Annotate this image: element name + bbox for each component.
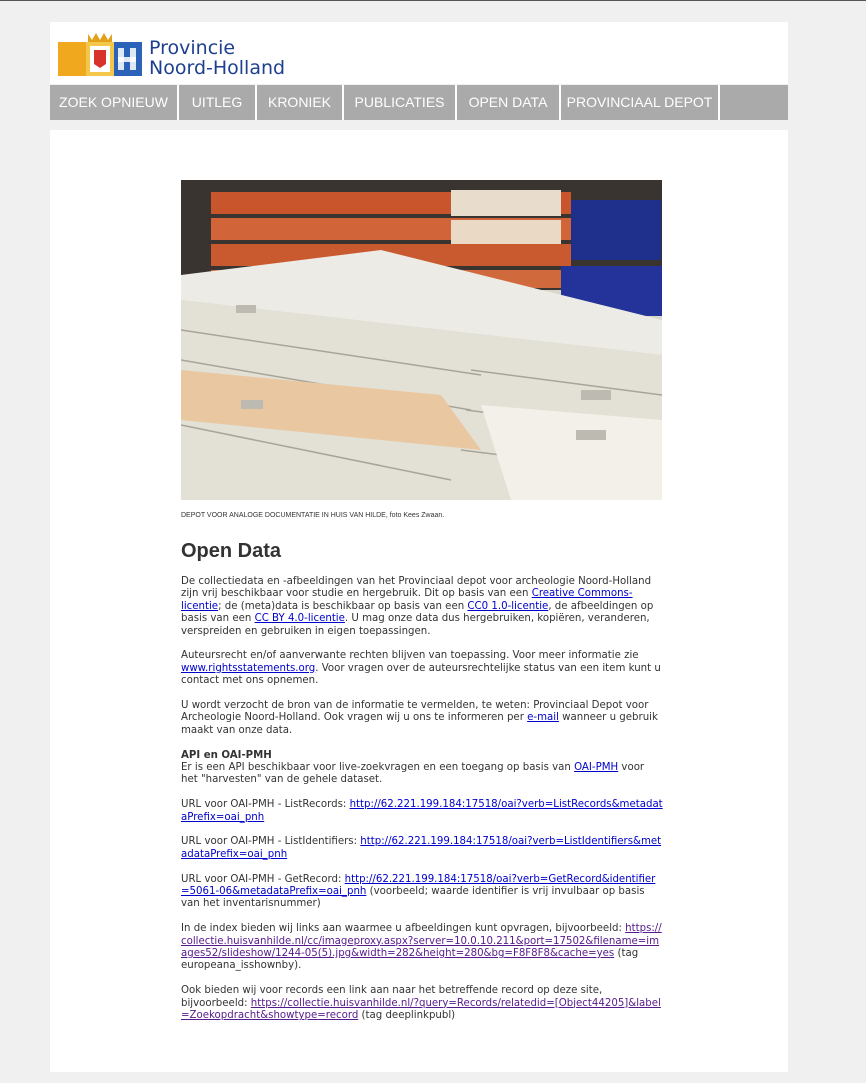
text: URL voor OAI-PMH - ListRecords:	[181, 799, 350, 811]
paragraph-record-links	[181, 985, 663, 1022]
creative-commons-link[interactable]: Creative Commons-licentie	[181, 588, 633, 612]
brand-line-1: Provincie	[149, 37, 236, 59]
brand-line-2: Noord-Holland	[149, 57, 286, 79]
text: . Voor vragen over de auteursrechtelijke status van een item kunt u contact met ons opnemen.	[181, 662, 661, 687]
listidentifiers-link[interactable]: http://62.221.199.184:17518/oai?verb=ListIdentifiers&metadataPrefix=oai_pnh	[181, 836, 662, 860]
text: (voorbeeld; waarde identifier is vrij invulbaar op basis van het inventarisnummer)	[181, 886, 645, 910]
brand-name[interactable]	[149, 38, 285, 78]
nav-provinciaal-depot[interactable]: PROVINCIAAL DEPOT	[561, 85, 720, 120]
paragraph-licensing	[181, 576, 663, 638]
text: De collectiedata en -afbeeldingen van het Provinciaal depot voor archeologie Noord-Holland zijn vrij beschikbaar voor studie en hergebruik. Dit op basis van een	[181, 576, 652, 600]
text: ; de (meta)data is beschikbaar op basis van een	[218, 600, 468, 612]
nav-zoek-opnieuw[interactable]: ZOEK OPNIEUW	[50, 85, 179, 120]
cc-by-link[interactable]: CC BY 4.0-licentie	[254, 613, 345, 625]
cc0-link[interactable]: CC0 1.0-licentie	[467, 600, 549, 612]
text: URL voor OAI-PMH - GetRecord:	[181, 873, 345, 885]
provincie-logo[interactable]	[58, 30, 142, 78]
text: URL voor OAI-PMH - ListIdentifiers:	[181, 836, 361, 848]
text: Er is een API beschikbaar voor live-zoekvragen en een toegang op basis van	[181, 762, 575, 774]
paragraph-listidentifiers	[181, 836, 663, 861]
nav-publicaties[interactable]: PUBLICATIES	[344, 85, 457, 120]
paragraph-api	[181, 750, 663, 787]
text: , de afbeeldingen op basis van een	[181, 600, 654, 625]
page-title: Open Data	[181, 540, 282, 562]
imageproxy-link[interactable]: https://collectie.huisvanhilde.nl/cc/imageproxy.aspx?server=10.0.10.211&port=17502&filename=images52/slideshow/1244-05(5).jpg&width=282&height=280&bg=F8F8F8&cache=yes	[181, 923, 662, 960]
text: In de index bieden wij links aan waarmee u afbeeldingen kunt opvragen, bijvoorbeeld:	[181, 923, 626, 935]
paragraph-copyright	[181, 650, 663, 687]
photo-caption: DEPOT VOOR ANALOGE DOCUMENTATIE IN HUIS VAN HILDE, foto Kees Zwaan.	[181, 512, 445, 519]
depot-photo	[181, 180, 662, 500]
nav-open-data[interactable]: OPEN DATA	[457, 85, 561, 120]
text: Auteursrecht en/of aanverwante rechten blijven van toepassing. Voor meer informatie zie	[181, 650, 639, 662]
nav-empty	[720, 85, 788, 120]
listrecords-link[interactable]: http://62.221.199.184:17518/oai?verb=ListRecords&metadataPrefix=oai_pnh	[181, 799, 663, 823]
paragraph-source	[181, 700, 663, 737]
getrecord-link[interactable]: http://62.221.199.184:17518/oai?verb=GetRecord&identifier=5061-06&metadataPrefix=oai_pnh	[181, 873, 656, 898]
nav-uitleg[interactable]: UITLEG	[179, 85, 257, 120]
text: wanneer u gebruik maakt van onze data.	[181, 712, 658, 736]
main-nav	[50, 85, 788, 120]
text: (tag deeplinkpubl)	[358, 1010, 456, 1022]
top-border	[0, 0, 866, 1]
article-body	[181, 576, 663, 1035]
email-link[interactable]: e-mail	[527, 712, 559, 724]
text: U wordt verzocht de bron van de informatie te vermelden, te weten: Provinciaal Depot voor Archeologie Noord-Holland. Ook vragen wij u ons te informeren per	[181, 700, 649, 724]
paragraph-listrecords	[181, 799, 663, 824]
paragraph-getrecord	[181, 874, 663, 911]
nav-kroniek[interactable]: KRONIEK	[257, 85, 344, 120]
text: (tag europeana_isshownby).	[181, 948, 639, 972]
text: Ook bieden wij voor records een link aan naar het betreffende record op deze site, bijvoorbeeld:	[181, 985, 603, 1009]
main-content	[50, 130, 788, 1072]
text: . U mag onze data dus hergebruiken, kopiëren, veranderen, verspreiden en gebruiken in eigen toepassingen.	[181, 613, 650, 637]
paragraph-image-links	[181, 923, 663, 973]
api-heading: API en OAI-PMH	[181, 749, 272, 761]
site-header	[50, 22, 788, 84]
record-deeplink[interactable]: https://collectie.huisvanhilde.nl/?query=Records/relatedid=[Object44205]&label=Zoekopdracht&showtype=record	[181, 997, 661, 1022]
rightsstatements-link[interactable]: www.rightsstatements.org	[181, 662, 316, 674]
text: voor het "harvesten" van de gehele dataset.	[181, 762, 645, 786]
oai-pmh-link[interactable]: OAI-PMH	[574, 762, 619, 774]
